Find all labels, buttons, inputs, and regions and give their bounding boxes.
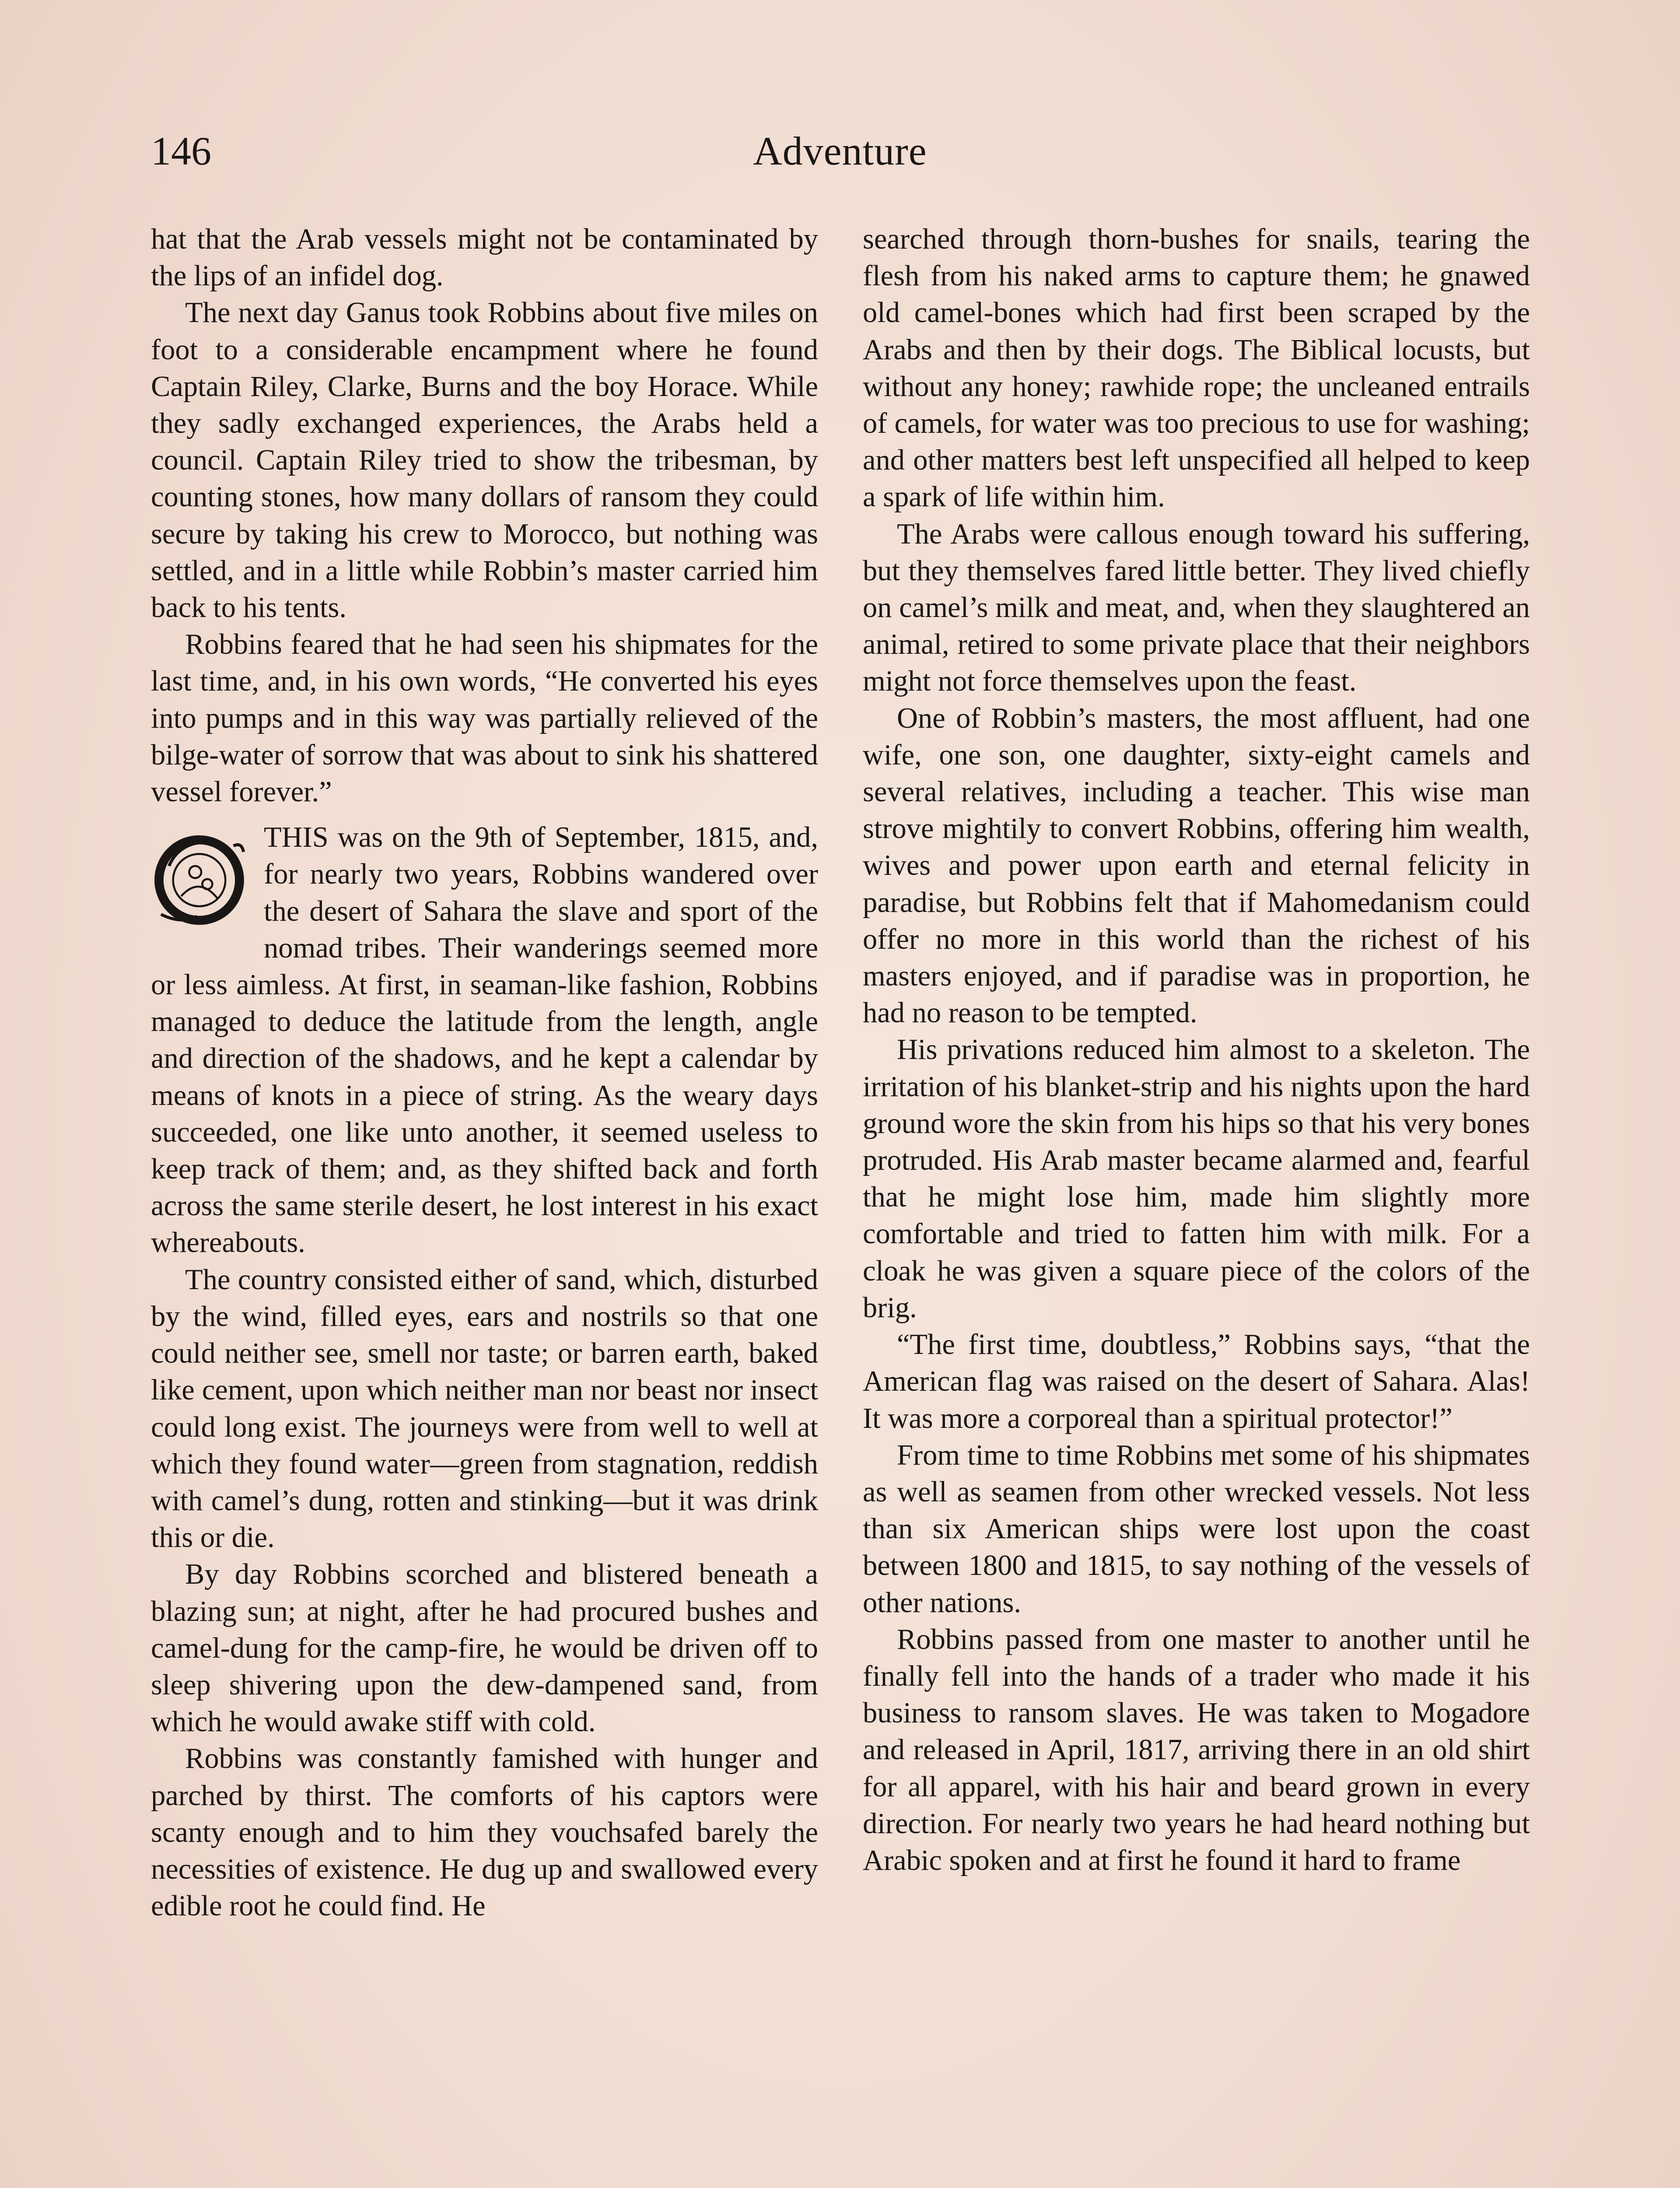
running-title: Adventure <box>753 129 927 173</box>
paragraph: Robbins feared that he had seen his shipmates for the last time, and, in his own words, “He converted his eyes into pumps and in this way was partially relieved of the bilge-water of sorrow that was about to sink his shattered vessel forever.” <box>151 628 818 808</box>
paragraph: The next day Ganus took Robbins about five miles on foot to a considerable encampment where he found Captain Riley, Clarke, Burns and the boy Horace. While they sadly exchanged experiences, the Arabs held a council. Captain Riley tried to show the tribesman, by counting stones, how many dollars of ransom they could secure by taking his crew to Morocco, but nothing was settled, and in a little while Robbin’s master carried him back to his tents. <box>151 297 818 624</box>
paragraph: By day Robbins scorched and blistered beneath a blazing sun; at night, after he had procured bushes and camel-dung for the camp-fire, he would be driven off to sleep shivering upon the dew-dampened sand, from which he would awake stiff with cold. <box>151 1558 818 1738</box>
ornament-drop-cap-o-icon <box>151 824 252 929</box>
paragraph: Robbins passed from one master to another until he finally fell into the hands of a trader who made it his business to ransom slaves. He was taken to Mogadore and released in April, 1817, arriving there in an old shirt for all apparel, with his hair and beard grown in every direction. For nearly two years he had heard nothing but Arabic spoken and at first he found it hard to frame <box>863 1623 1530 1876</box>
paragraph: His privations reduced him almost to a skeleton. The irritation of his blanket-strip and his nights upon the hard ground wore the skin from his hips so that his very bones protruded. His Arab master became alarmed and, fearful that he might lose him, made him slightly more comfortable and tried to fatten him with milk. For a cloak he was given a square piece of the colors of the brig. <box>863 1034 1530 1324</box>
dropcap-paragraph-text: THIS was on the 9th of September, 1815, and, for nearly two years, Robbins wandered over the desert of Sahara the slave and sport of the nomad tribes. Their wanderings seemed more or less aimless. At first, in seaman-like fashion, Robbins managed to deduce the latitude from the length, angle and direction of the shadows, and he kept a calendar by means of knots in a piece of string. As the weary days succeeded, one like unto another, it seemed useless to keep track of them; and, as they shifted back and forth across the same sterile desert, he lost interest in his exact whereabouts. <box>151 821 818 1259</box>
paragraph: Robbins was constantly famished with hunger and parched by thirst. The comforts of his captors were scanty enough and to him they vouchsafed barely the necessities of existence. He dug up and swallowed every edible root he could find. He <box>151 1743 818 1922</box>
paragraph: The country consisted either of sand, which, disturbed by the wind, filled eyes, ears and nostrils so that one could neither see, smell nor taste; or barren earth, baked like cement, upon which neither man nor beast nor insect could long exist. The journeys were from well to well at which they found water—green from stagnation, reddish with camel’s dung, rotten and stinking—but it was drink this or die. <box>151 1263 818 1554</box>
ornamental-dropcap <box>151 824 256 933</box>
paragraph: The Arabs were callous enough toward his suffering, but they themselves fared little better. They lived chiefly on camel’s milk and meat, and, when they slaughtered an animal, retired to some private place that their neighbors might not force themselves upon the feast. <box>863 518 1530 698</box>
dropcap-paragraph <box>151 819 818 1261</box>
left-column <box>151 221 818 1925</box>
paragraph: “The first time, doubtless,” Robbins says, “that the American flag was raised on the desert of Sahara. Alas! It was more a corporeal than a spiritual protector!” <box>863 1329 1530 1434</box>
paragraph: hat that the Arab vessels might not be contaminated by the lips of an infidel dog. <box>151 223 818 292</box>
paragraph: One of Robbin’s masters, the most affluent, had one wife, one son, one daughter, sixty-eight camels and several relatives, including a teacher. This wise man strove mightily to convert Robbins, offering him wealth, wives and power upon earth and eternal felicity in paradise, but Robbins felt that if Mahomedanism could offer no more in this world than the richest of his masters enjoyed, and if paradise was in proportion, he had no reason to be tempted. <box>863 702 1530 1029</box>
page-number: 146 <box>151 129 211 173</box>
paragraph: From time to time Robbins met some of his shipmates as well as seamen from other wrecked vessels. Not less than six American ships were lost upon the coast between 1800 and 1815, to say nothing of the vessels of other nations. <box>863 1439 1530 1619</box>
paragraph: searched through thorn-bushes for snails, tearing the flesh from his naked arms to capture them; he gnawed old camel-bones which had first been scraped by the Arabs and then by their dogs. The Biblical locusts, but without any honey; rawhide rope; the uncleaned entrails of camels, for water was too precious to use for washing; and other matters best left unspecified all helped to keep a spark of life within him. <box>863 223 1530 513</box>
right-column <box>863 221 1530 1879</box>
page-header <box>151 125 1529 182</box>
